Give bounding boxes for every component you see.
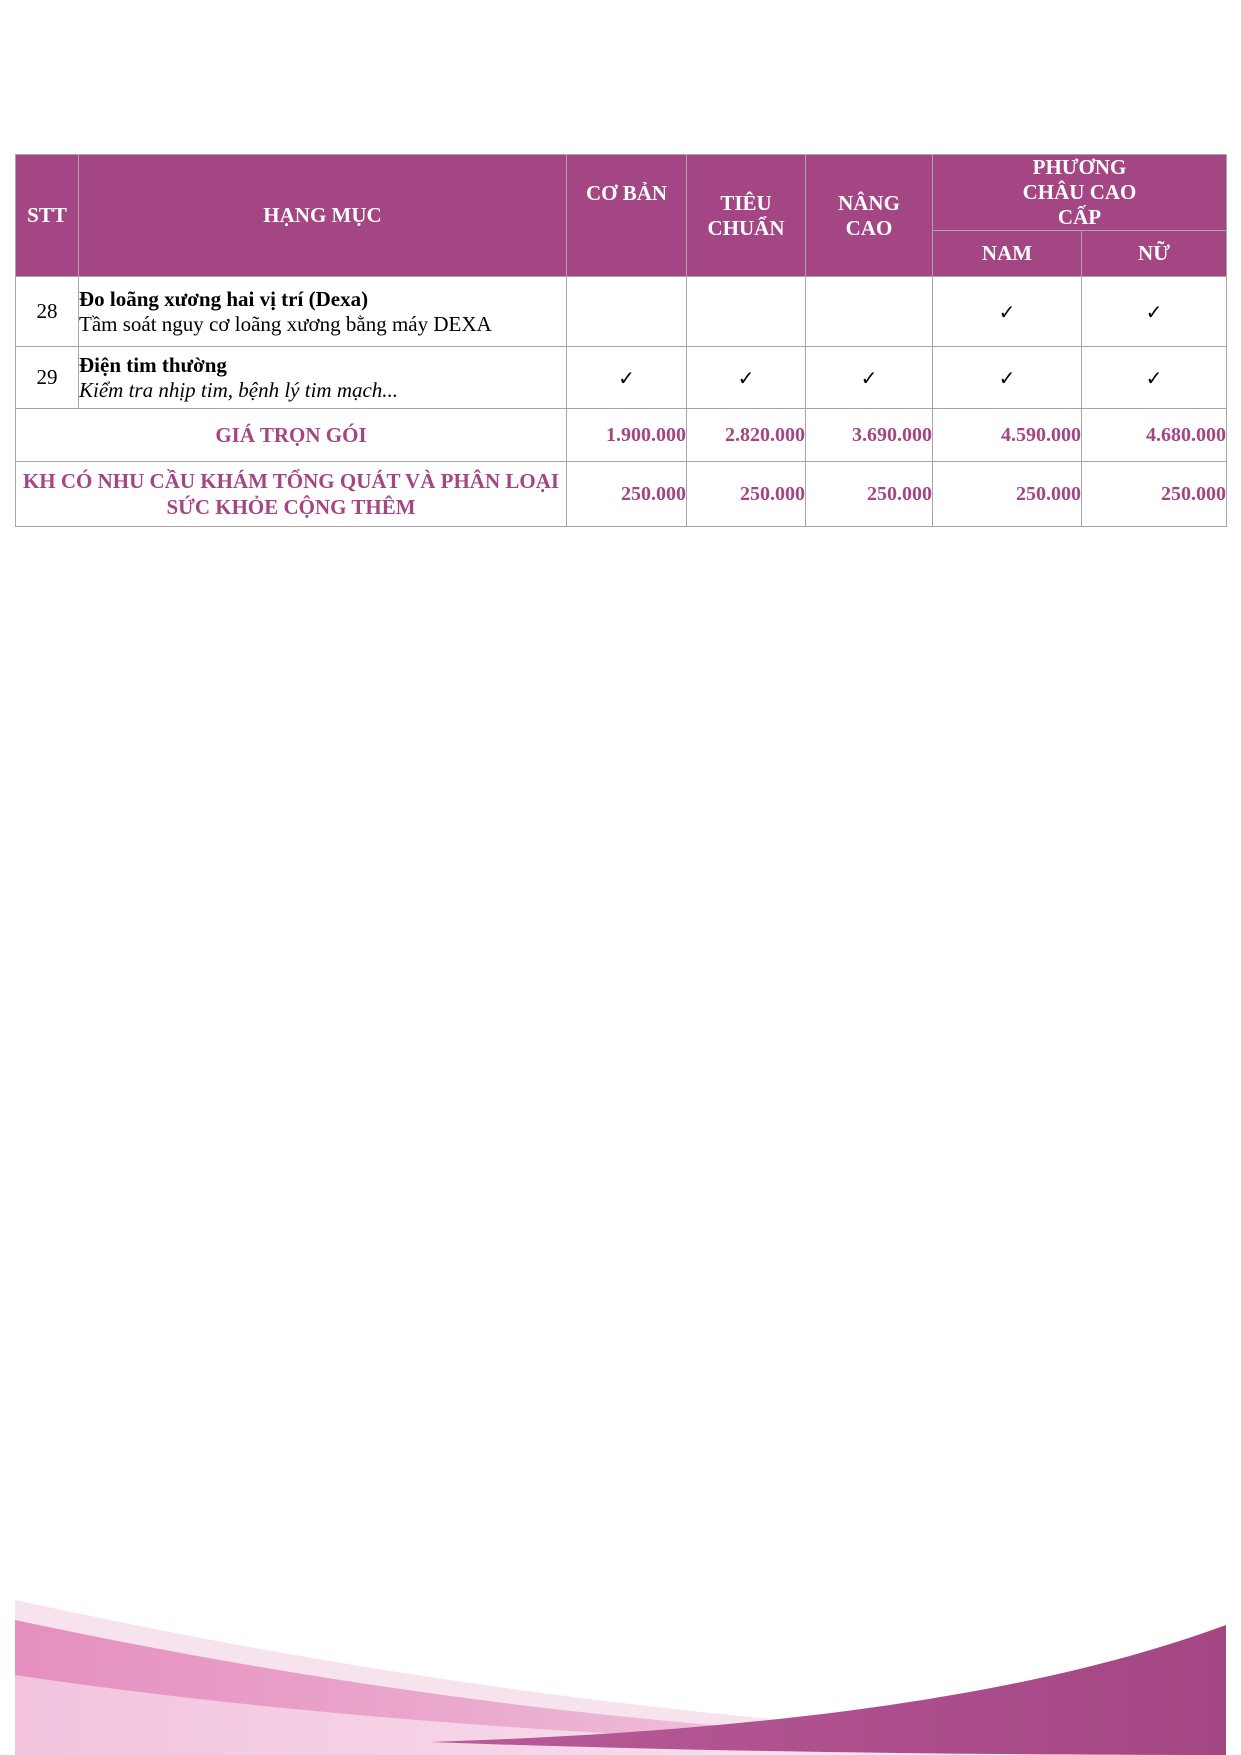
extra-co-ban: 250.000 [567,462,687,527]
header-nu: NỮ [1082,231,1227,277]
table-row [16,277,1227,347]
row-desc: Tầm soát nguy cơ loãng xương bằng máy DEXA [79,311,492,336]
package-price-row [16,409,1227,462]
row-stt: 29 [16,347,79,409]
header-nam: NAM [933,231,1082,277]
check-tieu-chuan: ✓ [687,347,806,409]
price-tieu-chuan: 2.820.000 [687,409,806,462]
header-row [16,155,1227,231]
check-nam: ✓ [933,347,1082,409]
extra-nu: 250.000 [1082,462,1227,527]
header-co-ban: CƠ BẢN [567,155,687,277]
check-nu: ✓ [1082,347,1227,409]
price-nang-cao: 3.690.000 [806,409,933,462]
row-item [79,347,567,409]
row-desc: Kiểm tra nhịp tim, bệnh lý tim mạch... [79,377,399,402]
header-stt: STT [16,155,79,277]
package-price-label: GIÁ TRỌN GÓI [16,409,567,462]
footer-wave-decoration [0,1580,1241,1755]
extra-nam: 250.000 [933,462,1082,527]
extra-nang-cao: 250.000 [806,462,933,527]
header-nang-cao: NÂNG CAO [806,155,933,277]
row-title: Đo loãng xương hai vị trí (Dexa) [79,286,369,311]
price-nam: 4.590.000 [933,409,1082,462]
price-co-ban: 1.900.000 [567,409,687,462]
extra-fee-row [16,462,1227,527]
table-row [16,347,1227,409]
header-phuong-chau-cao-cap: PHƯƠNG CHÂU CAO CẤP [933,155,1227,231]
check-co-ban: ✓ [567,347,687,409]
check-nang-cao: ✓ [806,347,933,409]
price-nu: 4.680.000 [1082,409,1227,462]
check-co-ban [567,277,687,347]
row-stt: 28 [16,277,79,347]
header-hang-muc: HẠNG MỤC [79,155,567,277]
header-tieu-chuan: TIÊU CHUẨN [687,155,806,277]
check-nang-cao [806,277,933,347]
extra-fee-label: KH CÓ NHU CẦU KHÁM TỔNG QUÁT VÀ PHÂN LOẠI SỨC KHỎE CỘNG THÊM [16,462,567,527]
check-nu: ✓ [1082,277,1227,347]
price-table [15,154,1227,527]
extra-tieu-chuan: 250.000 [687,462,806,527]
check-nam: ✓ [933,277,1082,347]
row-item [79,277,567,347]
check-tieu-chuan [687,277,806,347]
row-title: Điện tim thường [79,352,227,377]
